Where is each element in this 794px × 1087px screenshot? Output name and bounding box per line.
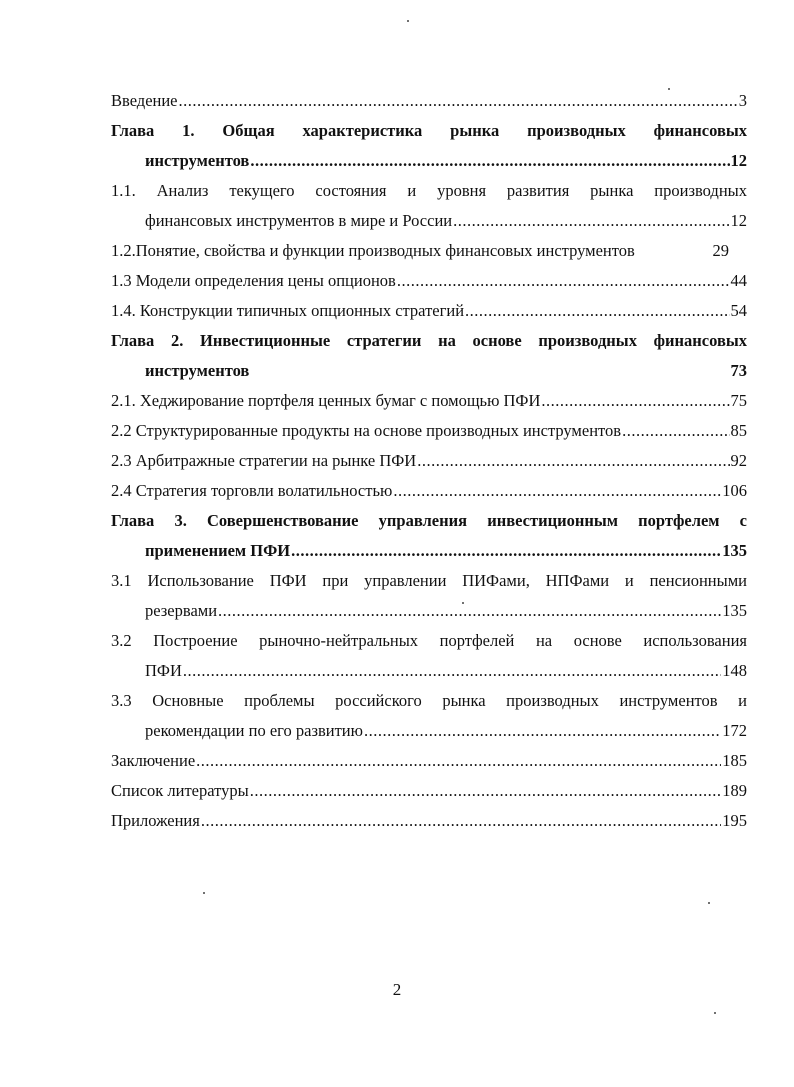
dot-leader	[622, 416, 729, 446]
toc-title-line1: Глава 2. Инвестиционные стратегии на основе производных финансовых	[111, 331, 747, 350]
toc-entry-2-4	[111, 476, 747, 506]
scan-speck	[668, 88, 670, 90]
toc-page: 29	[712, 241, 729, 260]
toc-entry-references	[111, 776, 747, 806]
dot-leader	[541, 386, 729, 416]
toc-line2	[111, 206, 747, 236]
toc-entry-2-1	[111, 386, 747, 416]
toc-page: 189	[722, 781, 747, 800]
toc-title-line2: финансовых инструментов в мире и России	[145, 211, 453, 230]
toc-page: 172	[722, 721, 747, 740]
page-number: 2	[392, 980, 402, 999]
toc-title-line1: 3.1 Использование ПФИ при управлении ПИФами, НПФами и пенсионными	[111, 571, 747, 590]
toc-entry-3-3	[111, 686, 747, 746]
toc-entry-1-1	[111, 176, 747, 236]
toc-line2	[111, 716, 747, 746]
toc-entry-1-4	[111, 296, 747, 326]
toc-entry-3-2	[111, 626, 747, 686]
table-of-contents	[111, 86, 747, 836]
toc-title-line2: рекомендации по его развитию	[145, 721, 363, 740]
dot-leader	[397, 266, 730, 296]
dot-leader	[196, 746, 721, 776]
toc-page: 148	[722, 661, 747, 680]
toc-page: 12	[730, 211, 747, 230]
dot-leader	[364, 716, 721, 746]
toc-entry-intro	[111, 86, 747, 116]
toc-entry-2-2	[111, 416, 747, 446]
toc-title-line1: 3.3 Основные проблемы российского рынка производных инструментов и	[111, 691, 747, 710]
toc-title: 2.2 Структурированные продукты на основе производных инструментов	[111, 421, 622, 440]
toc-title: Введение	[111, 91, 178, 110]
toc-entry-chapter-2	[111, 326, 747, 386]
toc-entry-3-1	[111, 566, 747, 626]
toc-title-line1: 3.2 Построение рыночно-нейтральных портфелей на основе использования	[111, 631, 747, 650]
toc-title: 2.1. Хеджирование портфеля ценных бумаг с помощью ПФИ	[111, 391, 541, 410]
toc-page: 92	[730, 451, 747, 470]
toc-line2	[111, 656, 747, 686]
dot-leader	[179, 86, 738, 116]
toc-title-line2: применением ПФИ	[145, 541, 291, 560]
toc-title: Список литературы	[111, 781, 249, 800]
toc-line2	[111, 146, 747, 176]
toc-page: 73	[730, 361, 747, 380]
toc-title: 2.3 Арбитражные стратегии на рынке ПФИ	[111, 451, 417, 470]
dot-leader	[250, 776, 722, 806]
toc-line2	[111, 596, 747, 626]
toc-title-line2: инструментов	[145, 361, 250, 380]
toc-page: 195	[722, 811, 747, 830]
toc-title: Заключение	[111, 751, 196, 770]
toc-title-line1: Глава 1. Общая характеристика рынка производных финансовых	[111, 121, 747, 140]
toc-title: 2.4 Стратегия торговли волатильностью	[111, 481, 393, 500]
toc-title-line1: 1.1. Анализ текущего состояния и уровня развития рынка производных	[111, 181, 747, 200]
dot-leader	[291, 536, 721, 566]
dot-leader	[201, 806, 721, 836]
toc-line2	[111, 536, 747, 566]
toc-title-line1: Глава 3. Совершенствование управления инвестиционным портфелем с	[111, 511, 747, 530]
dot-leader	[218, 596, 721, 626]
toc-entry-chapter-1	[111, 116, 747, 176]
dot-leader	[393, 476, 721, 506]
toc-title: 1.3 Модели определения цены опционов	[111, 271, 396, 290]
toc-page: 3	[738, 91, 747, 110]
toc-title: Приложения	[111, 811, 200, 830]
toc-entry-chapter-3	[111, 506, 747, 566]
toc-page: 106	[722, 481, 747, 500]
scan-speck	[708, 902, 710, 904]
toc-page: 135	[722, 601, 747, 620]
toc-entry-2-3	[111, 446, 747, 476]
toc-page: 135	[722, 541, 747, 560]
scan-speck	[462, 602, 464, 604]
toc-page: 54	[730, 301, 747, 320]
toc-line2	[111, 356, 747, 386]
toc-entry-1-3	[111, 266, 747, 296]
toc-page: 75	[730, 391, 747, 410]
toc-page: 12	[730, 151, 747, 170]
scan-speck	[714, 1012, 716, 1014]
dot-leader	[453, 206, 729, 236]
toc-title-line2: резервами	[145, 601, 218, 620]
toc-page: 44	[730, 271, 747, 290]
toc-title-line2: инструментов	[145, 151, 250, 170]
toc-page: 185	[722, 751, 747, 770]
dot-leader	[183, 656, 721, 686]
toc-entry-appendix	[111, 806, 747, 836]
toc-page: 85	[730, 421, 747, 440]
scan-speck	[407, 20, 409, 22]
dot-leader	[417, 446, 729, 476]
dot-leader	[250, 146, 729, 176]
scan-speck	[203, 892, 205, 894]
toc-title: 1.4. Конструкции типичных опционных стратегий	[111, 301, 465, 320]
dot-leader	[465, 296, 729, 326]
toc-title-line2: ПФИ	[145, 661, 182, 680]
toc-title: 1.2.Понятие, свойства и функции производных финансовых инструментов	[111, 241, 635, 260]
toc-entry-conclusion	[111, 746, 747, 776]
toc-entry-1-2	[111, 236, 747, 266]
